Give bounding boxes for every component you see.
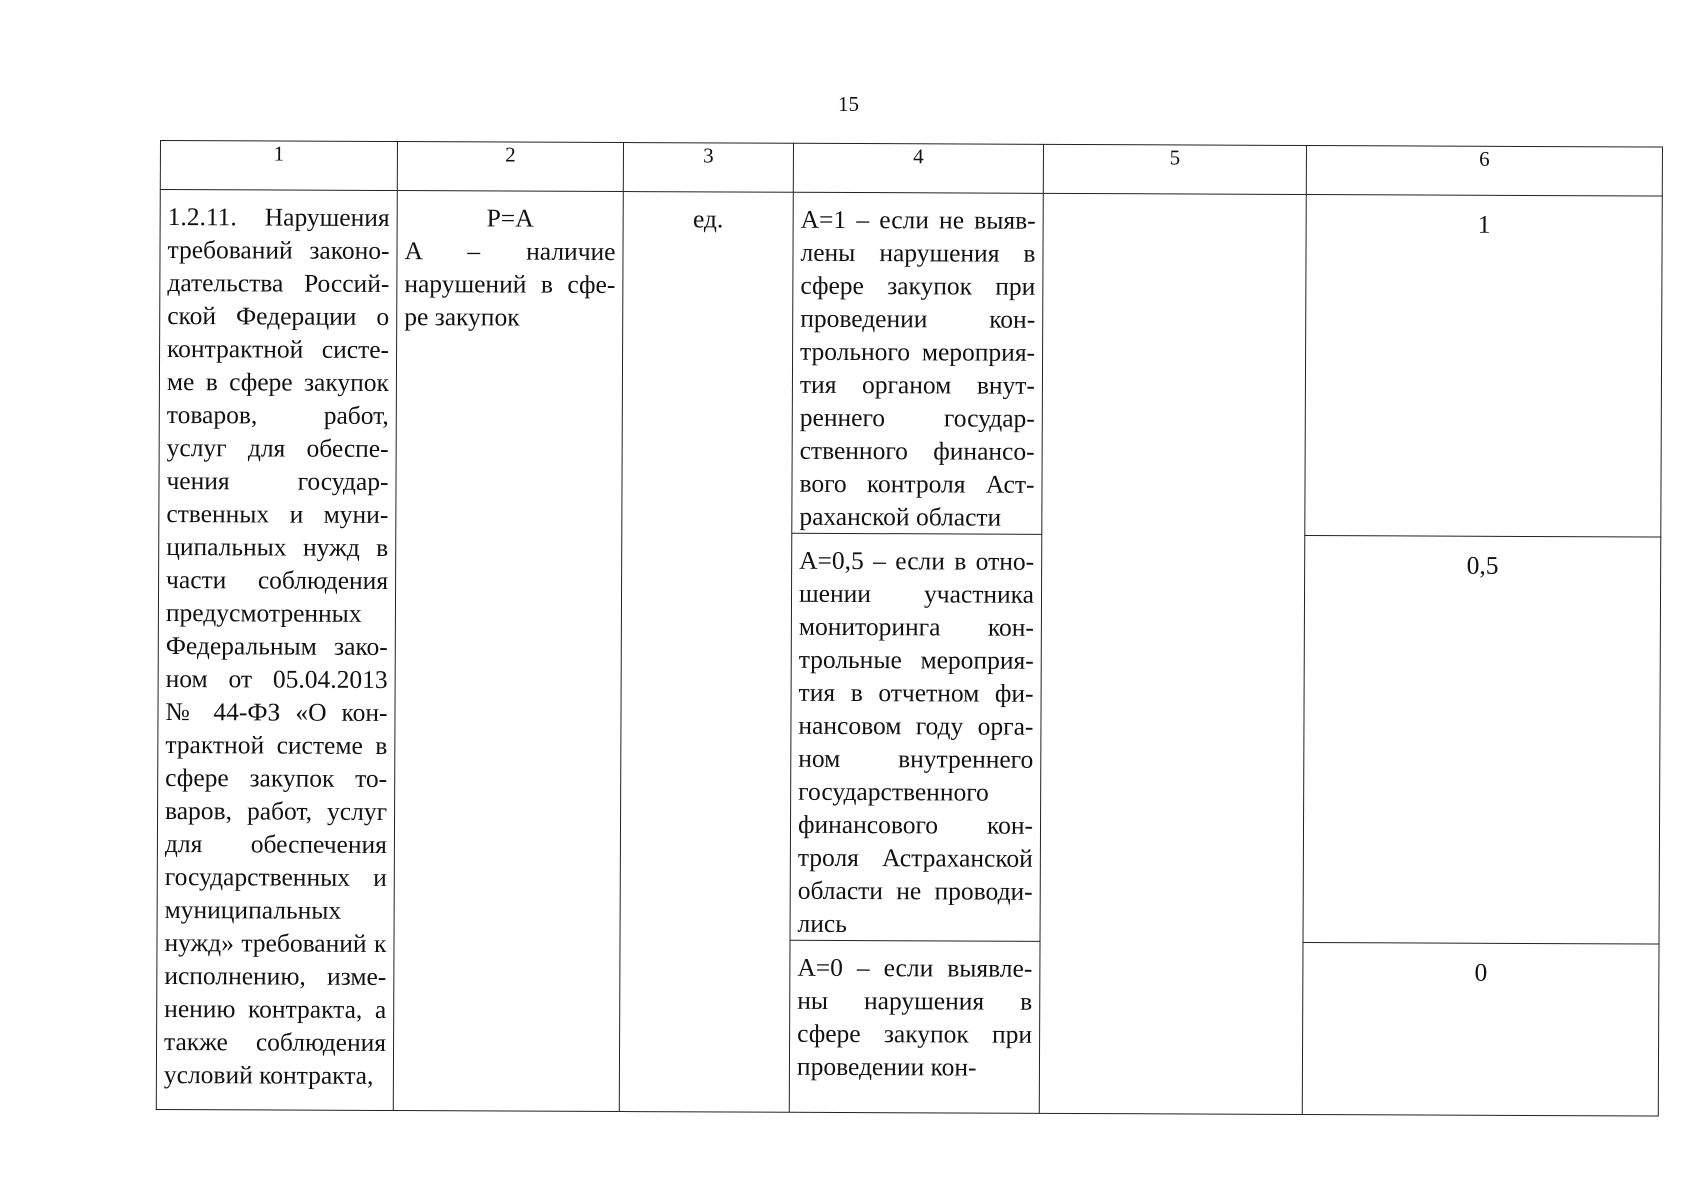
column5-cell	[1039, 193, 1306, 1114]
unit-cell	[619, 192, 793, 1113]
page-number: 15	[838, 92, 859, 116]
column-header-3: 3	[623, 143, 793, 193]
condition-text-1: A=1 – если не выяв-лены нарушения в сфере закупок при проведении кон-трольного мероприя-тия органом внут-реннего государ-ственного финансо-вого контроля Аст-раханской области	[799, 204, 1036, 532]
unit: ед.	[692, 204, 724, 234]
criteria-table	[156, 140, 1663, 1117]
score-cell-3	[1302, 942, 1659, 1116]
table-row	[159, 190, 1662, 538]
condition-cell-3	[789, 940, 1040, 1113]
formula: P=A	[486, 203, 534, 233]
column-header-4: 4	[793, 143, 1043, 193]
indicator-cell	[156, 190, 397, 1111]
column-header-6: 6	[1306, 146, 1662, 197]
column-header-1: 1	[160, 141, 397, 191]
indicator-text: 1.2.11. Нарушения требований законо-дательства Россий-ской Федерации о контрактной систе-ме в сфере закупок товаров, работ, услуг для обеспе-чения государ-ственных и муни-ципальных нужд в части соблюдения предусмотренных Федеральным зако-ном от 05.04.2013 № 44-ФЗ «О кон-трактной системе в сфере закупок то-варов, работ, услуг для обеспечения государственных и муниципальных нужд» требований к исполнению, изме-нению контракта, а также соблюдения условий контракта,	[163, 202, 390, 1090]
column-header-5: 5	[1043, 144, 1306, 194]
formula-description: A – наличие нарушений в сфе-ре закупок	[404, 236, 616, 332]
formula-cell	[393, 191, 623, 1112]
condition-text-2: A=0,5 – если в отно-шении участника мониторинга кон-трольные мероприя-тия в отчетном фи-нансовом году орга-ном внутреннего государственного финансового кон-троля Астраханской области не проводи-лись	[797, 545, 1035, 939]
score-3: 0	[1474, 957, 1488, 987]
score-2: 0,5	[1466, 550, 1499, 580]
table-header-row	[160, 141, 1662, 197]
condition-cell-2	[790, 533, 1042, 941]
score-1: 1	[1477, 209, 1491, 239]
condition-text-3: A=0 – если выявле-ны нарушения в сфере закупок при проведении кон-	[796, 952, 1033, 1082]
score-cell-2	[1303, 535, 1661, 944]
condition-cell-1	[792, 192, 1043, 534]
column-header-2: 2	[397, 142, 623, 192]
score-cell-1	[1305, 195, 1662, 538]
